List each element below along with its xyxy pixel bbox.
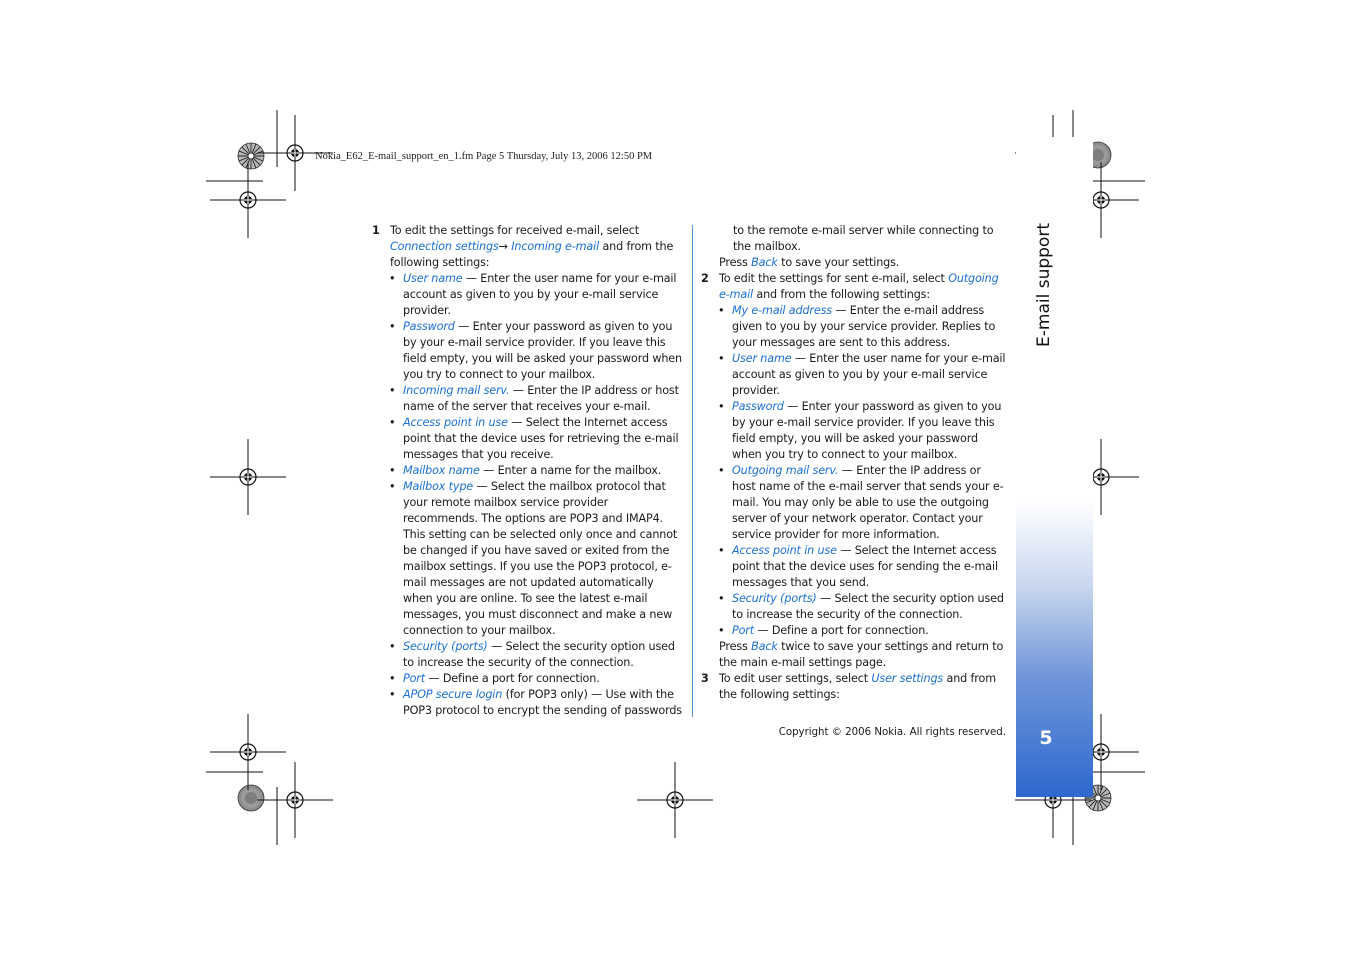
file-header: Nokia_E62_E-mail_support_en_1.fm Page 5 Thursday, July 13, 2006 12:50 PM <box>315 151 653 162</box>
connection-settings-link[interactable]: Connection settings <box>390 240 499 253</box>
setting-link[interactable]: My e-mail address <box>732 304 832 317</box>
setting-link[interactable]: Password <box>732 400 784 413</box>
list-item <box>715 351 1006 399</box>
step-text: To edit user settings, select <box>719 672 872 685</box>
right-column <box>701 223 1006 703</box>
list-item <box>715 623 1006 639</box>
setting-desc: — Select the Internet access point that the device uses for sending the e-mail messages that you send. <box>732 544 998 589</box>
setting-link[interactable]: APOP secure login <box>403 688 503 701</box>
setting-link[interactable]: Incoming mail serv. <box>403 384 510 397</box>
step-text: To edit the settings for received e-mail, select <box>390 224 639 237</box>
setting-link[interactable]: Access point in use <box>403 416 508 429</box>
back-link[interactable]: Back <box>751 256 778 269</box>
outgoing-email-link[interactable]: Outgoing e-mail <box>719 272 999 301</box>
arrow: → <box>498 240 512 253</box>
setting-desc: — Define a port for connection. <box>753 624 929 637</box>
step-2 <box>701 271 1006 303</box>
list-item <box>715 399 1006 463</box>
setting-link[interactable]: Security (ports) <box>403 640 488 653</box>
setting-link[interactable]: Port <box>403 672 425 685</box>
setting-desc: — Enter the IP address or host name of the e-mail server that sends your e-mail. You may only be able to use the outgoing server of your network operator. Contact your service provider for more information. <box>732 464 1004 541</box>
setting-desc: — Enter the e-mail address given to you by your service provider. Replies to your messages are sent to this address. <box>732 304 996 349</box>
note-text: to save your settings. <box>777 256 900 269</box>
step-number: 3 <box>701 672 709 685</box>
list-item <box>715 463 1006 543</box>
setting-link[interactable]: Access point in use <box>732 544 837 557</box>
list-item <box>386 415 682 463</box>
step-text: and from the following settings: <box>390 240 674 269</box>
setting-desc: — Select the security option used to increase the security of the connection. <box>732 592 1004 621</box>
setting-link[interactable]: Port <box>732 624 754 637</box>
corner-mark-top-left <box>206 110 333 238</box>
step-text: and from the following settings: <box>719 672 996 701</box>
step-3 <box>701 671 1006 703</box>
list-item <box>386 687 682 719</box>
note-text: twice to save your settings and return to the main e-mail settings page. <box>719 640 1004 669</box>
bottom-center-mark <box>637 762 713 838</box>
press-back-twice-note <box>701 639 1006 671</box>
side-mark-left <box>210 439 286 515</box>
column-divider <box>692 225 693 717</box>
list-item <box>386 383 682 415</box>
page-number: 5 <box>1039 727 1053 749</box>
setting-link[interactable]: User name <box>403 272 463 285</box>
setting-desc: — Enter your password as given to you by your e-mail service provider. If you leave this field empty, you will be asked your password when you try to connect to your mailbox. <box>732 400 1002 461</box>
press-back-note <box>701 255 1006 271</box>
left-column <box>372 223 682 719</box>
step-number: 2 <box>701 272 709 285</box>
step-text: and from the following settings: <box>753 288 930 301</box>
list-item <box>386 639 682 671</box>
list-item <box>386 319 682 383</box>
setting-desc: — Select the Internet access point that the device uses for retrieving the e-mail messages that you receive. <box>403 416 679 461</box>
incoming-email-link[interactable]: Incoming e-mail <box>511 240 600 253</box>
note-text: Press <box>719 256 752 269</box>
setting-desc: — Enter the user name for your e-mail account as given to you by your e-mail service provider. <box>403 272 677 317</box>
setting-desc: — Enter the user name for your e-mail account as given to you by your e-mail service provider. <box>732 352 1006 397</box>
setting-link[interactable]: User name <box>732 352 792 365</box>
outgoing-settings-list <box>701 303 1006 639</box>
list-item <box>715 303 1006 351</box>
chapter-sidebar <box>1016 137 1093 797</box>
setting-link[interactable]: Outgoing mail serv. <box>732 464 839 477</box>
list-item <box>386 671 682 687</box>
step-text: To edit the settings for sent e-mail, select <box>719 272 949 285</box>
copyright-notice: Copyright © 2006 Nokia. All rights reserved. <box>778 727 1006 738</box>
setting-desc: — Enter your password as given to you by your e-mail service provider. If you leave this field empty, you will be asked your password when you try to connect to your mailbox. <box>403 320 682 381</box>
step-1 <box>372 223 682 271</box>
list-item <box>386 479 682 639</box>
setting-desc: — Enter a name for the mailbox. <box>479 464 662 477</box>
setting-link[interactable]: Security (ports) <box>732 592 817 605</box>
setting-link[interactable]: Mailbox name <box>403 464 480 477</box>
note-text: Press <box>719 640 752 653</box>
list-item <box>715 543 1006 591</box>
setting-desc: — Select the mailbox protocol that your remote mailbox service provider recommends. The options are POP3 and IMAP4. This setting can be selected only once and cannot be changed if you have saved or exited from the mailbox settings. If you use the POP3 protocol, e-mail messages are not updated automatically when you are online. To see the latest e-mail messages, you must disconnect and make a new connection to your mailbox. <box>403 480 678 637</box>
continued-text: to the remote e-mail server while connecting to the mailbox. <box>733 224 994 253</box>
setting-desc: (for POP3 only) — Use with the POP3 protocol to encrypt the sending of passwords <box>403 688 682 717</box>
setting-desc: — Define a port for connection. <box>424 672 600 685</box>
list-item <box>715 591 1006 623</box>
list-item <box>386 463 682 479</box>
step-number: 1 <box>372 224 380 237</box>
list-item <box>386 271 682 319</box>
corner-mark-bottom-left <box>206 714 333 845</box>
back-link[interactable]: Back <box>751 640 778 653</box>
incoming-settings-list <box>372 271 682 719</box>
setting-link[interactable]: Password <box>403 320 455 333</box>
chapter-title: E-mail support <box>1034 223 1054 347</box>
user-settings-link[interactable]: User settings <box>871 672 944 685</box>
setting-desc: — Enter the IP address or host name of the server that receives your e-mail. <box>403 384 679 413</box>
setting-link[interactable]: Mailbox type <box>403 480 474 493</box>
setting-desc: — Select the security option used to increase the security of the connection. <box>403 640 675 669</box>
